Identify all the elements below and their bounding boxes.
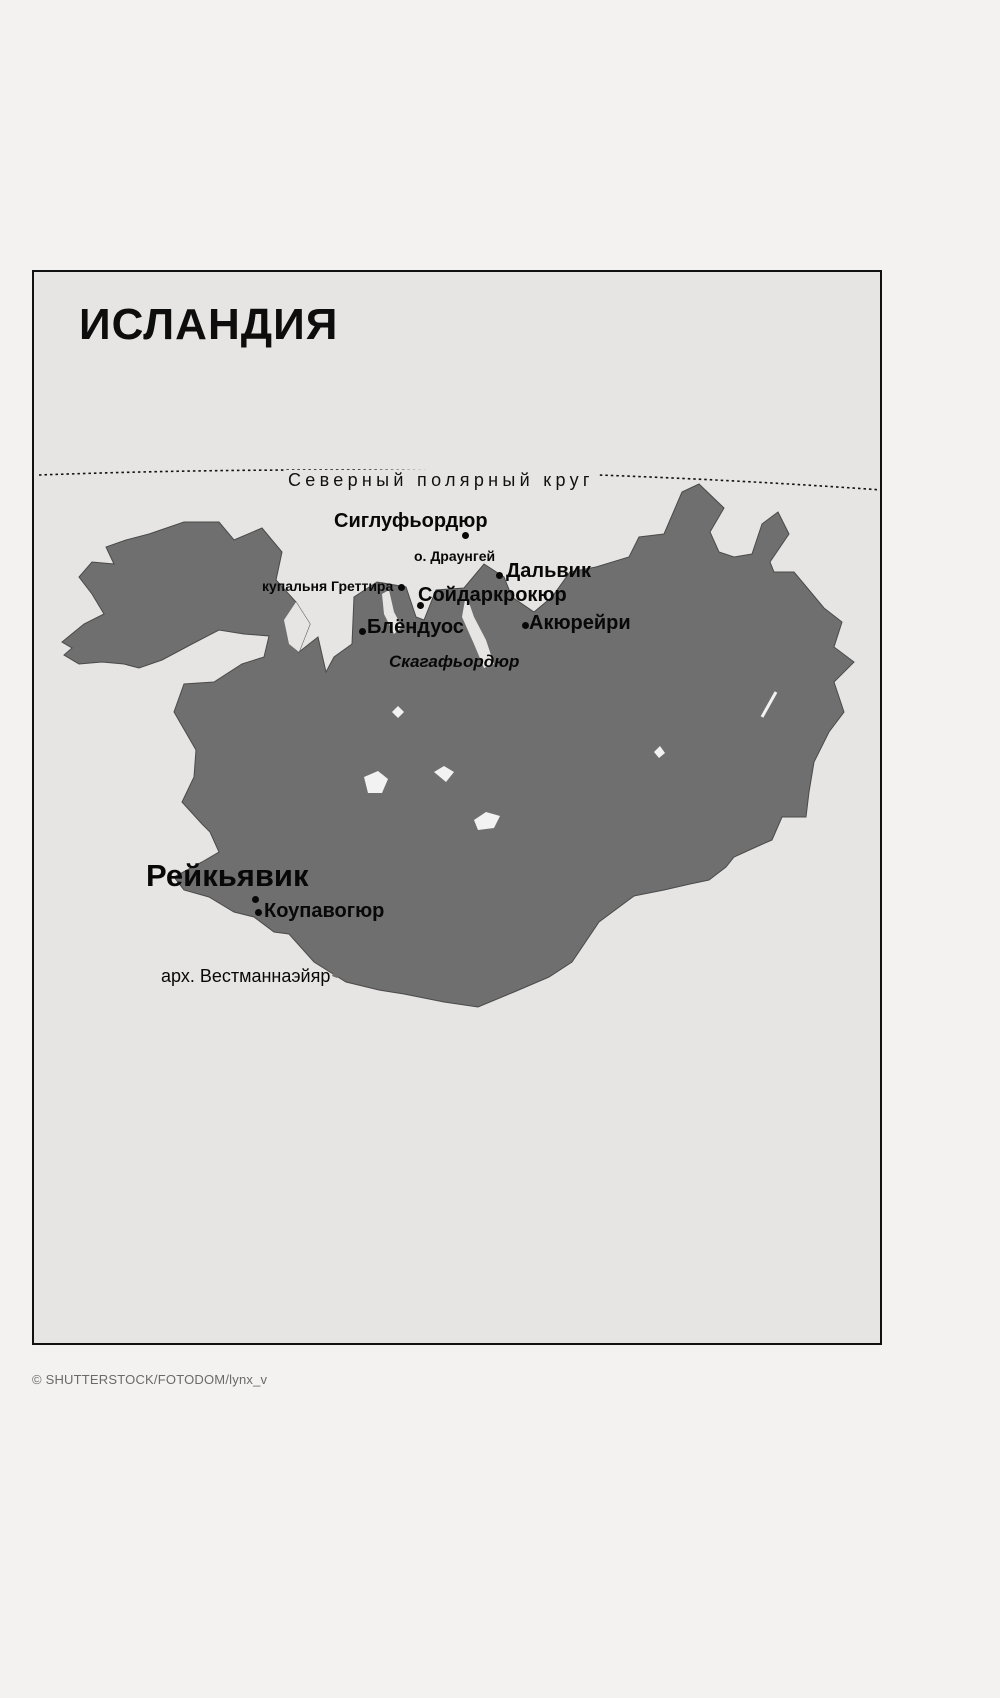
siglufjordur-marker	[462, 532, 469, 539]
arctic-circle-label: Северный полярный круг	[284, 470, 598, 491]
saudarkrokur-label: Сойдаркрокюр	[418, 584, 567, 606]
kopavogur-marker	[255, 909, 262, 916]
reykjavik-marker	[252, 896, 259, 903]
drangey-label: о. Драунгей	[414, 548, 496, 564]
grettir-pool-marker	[398, 584, 405, 591]
grettir-pool-label: купальня Греттира	[262, 578, 394, 594]
map-frame	[32, 270, 882, 1345]
photo-credit: © SHUTTERSTOCK/FOTODOM/lynx_v	[32, 1372, 268, 1387]
vestmannaeyjar-label: арх. Вестманнаэйяр	[161, 966, 331, 986]
map-title: ИСЛАНДИЯ	[79, 300, 339, 349]
dalvik-label: Дальвик	[506, 560, 591, 582]
skagafjordur-label: Скагафьордюр	[389, 652, 520, 671]
siglufjordur-label: Сиглуфьордюр	[334, 510, 488, 532]
akureyri-marker	[522, 622, 529, 629]
kopavogur-label: Коупавогюр	[264, 900, 385, 922]
dalvik-marker	[496, 572, 503, 579]
akureyri-label: Акюрейри	[529, 612, 631, 634]
reykjavik-label: Рейкьявик	[146, 858, 309, 893]
blonduos-marker	[359, 628, 366, 635]
blonduos-label: Блёндуос	[367, 616, 464, 638]
iceland-landmass	[34, 272, 882, 1345]
